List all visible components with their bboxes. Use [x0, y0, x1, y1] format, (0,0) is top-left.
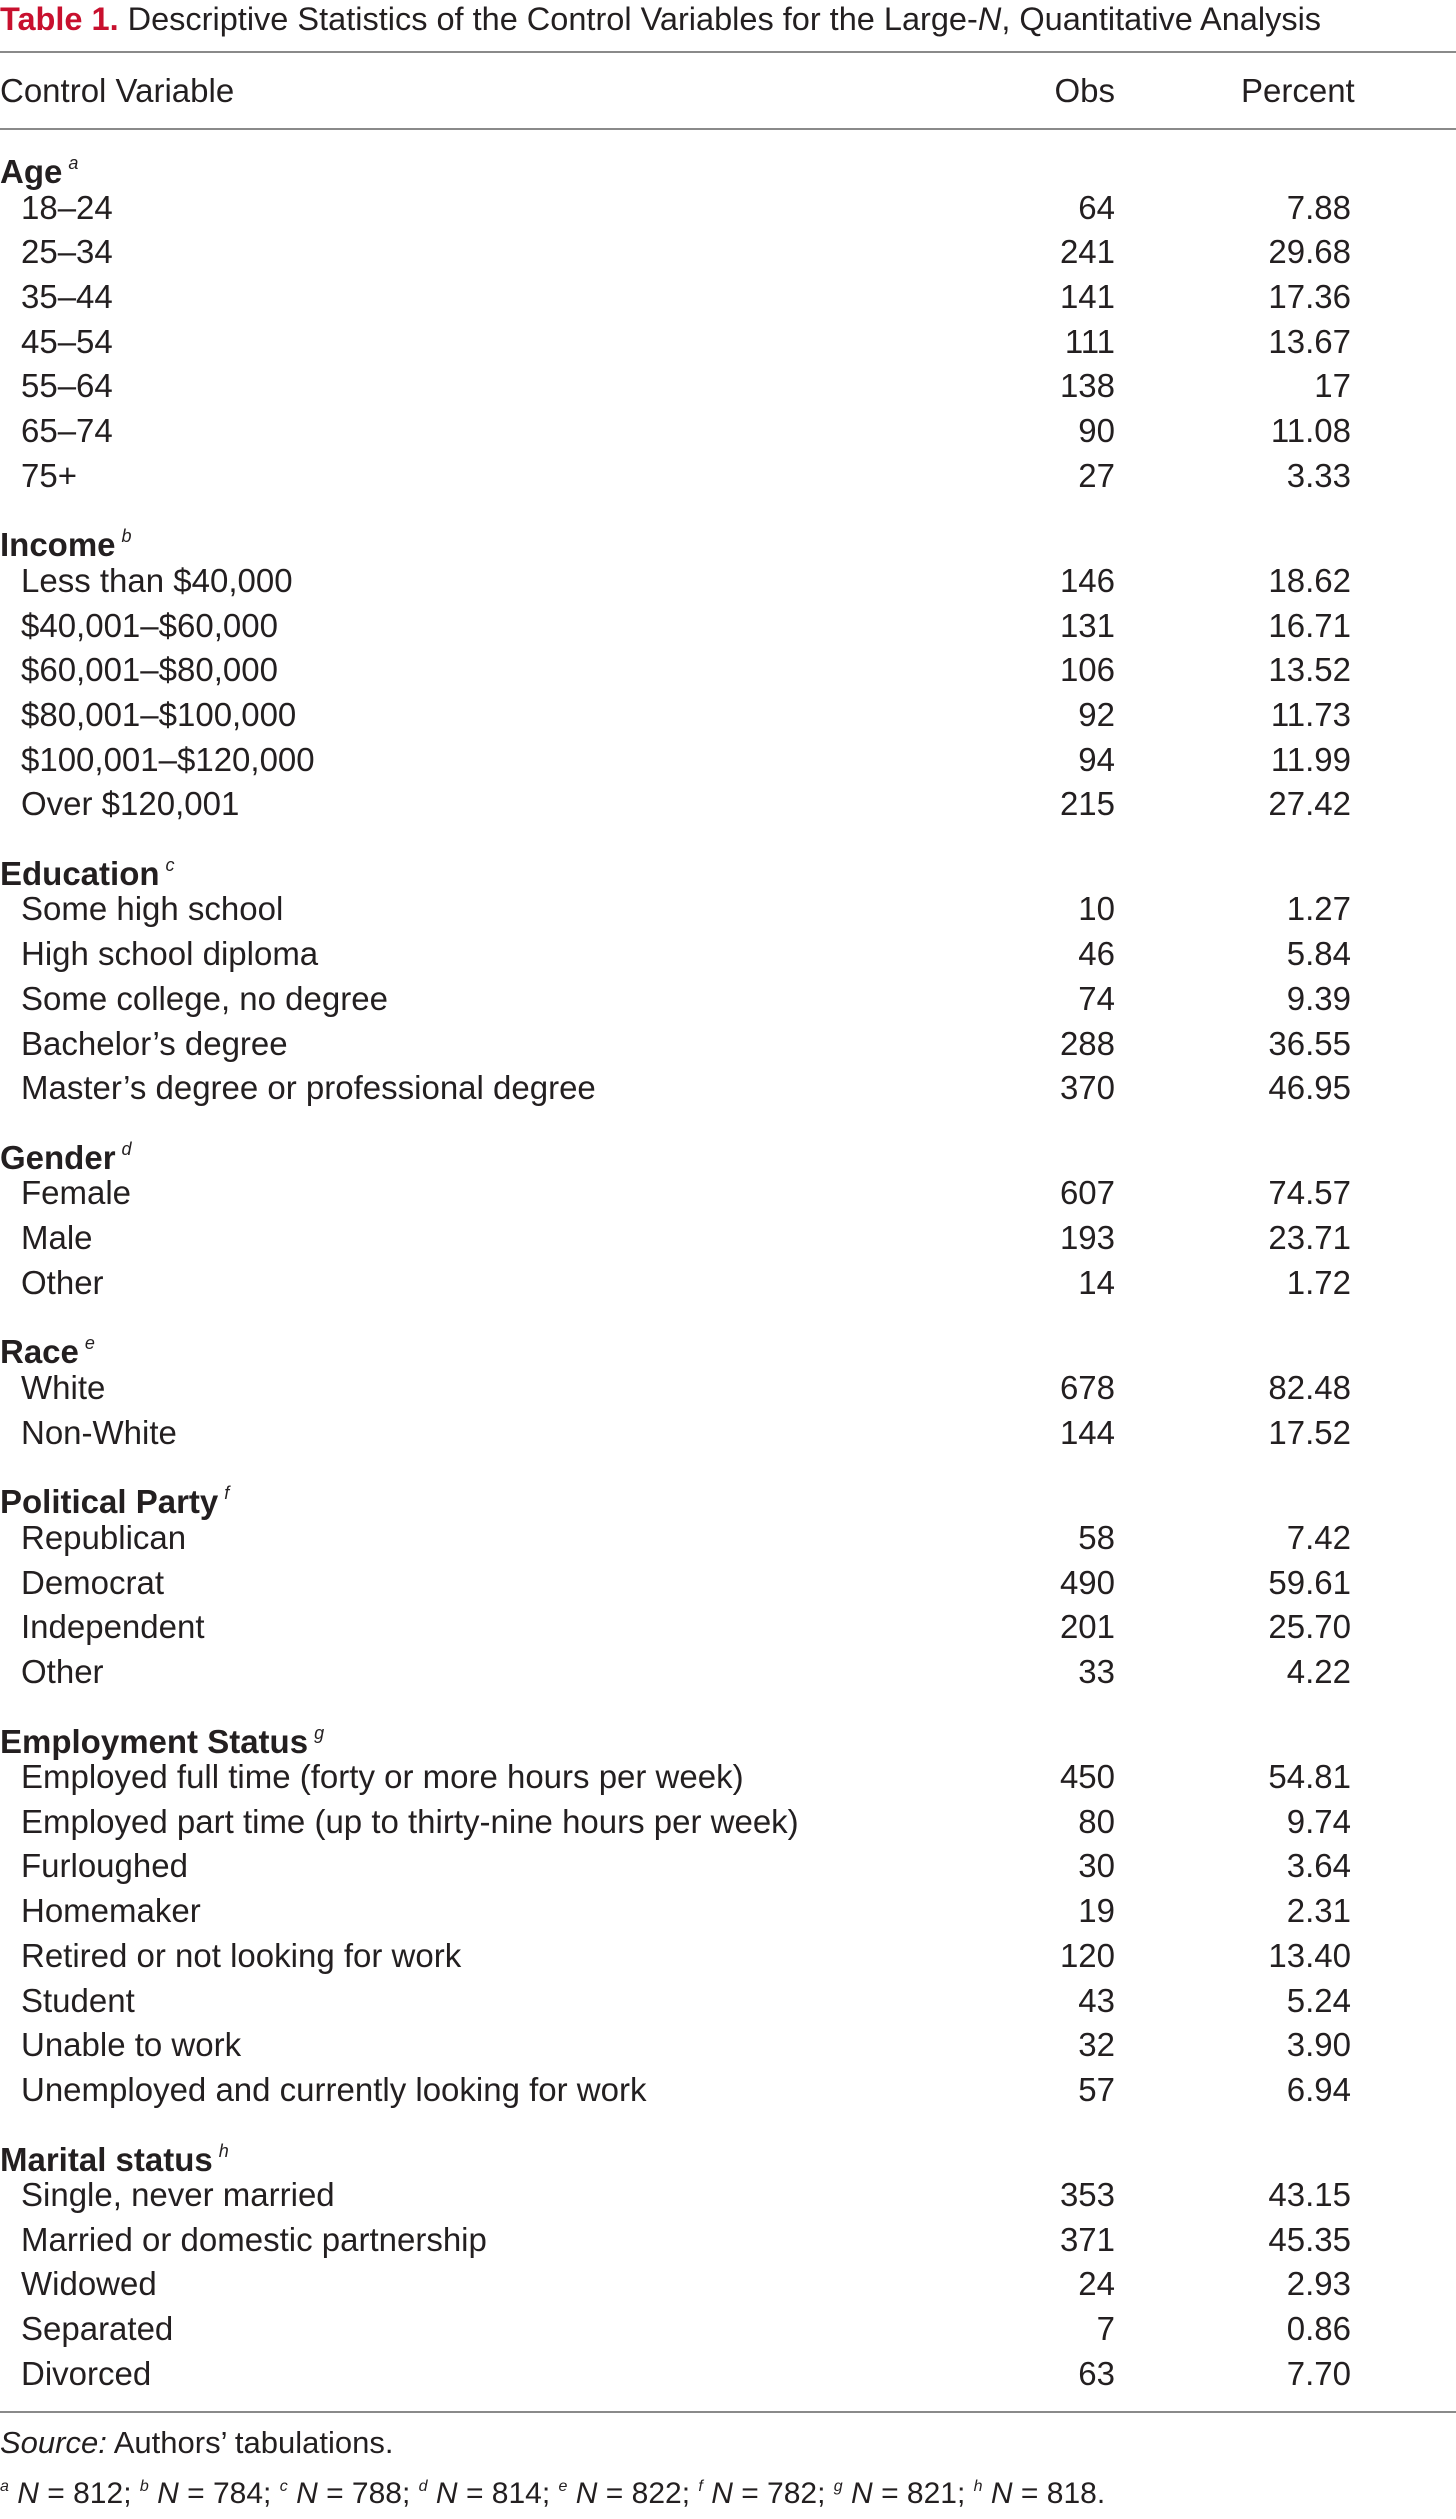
group-note-mark: a — [68, 153, 79, 173]
note-mark: g — [833, 2477, 843, 2495]
table-row — [0, 2352, 1456, 2397]
table-row — [0, 1889, 1456, 1934]
group-spacer — [0, 1111, 1456, 1127]
row-category: Single, never married — [21, 2176, 335, 2214]
table-caption — [0, 0, 1456, 38]
row-category: Divorced — [21, 2354, 152, 2392]
group-heading — [0, 1321, 1456, 1371]
row-percent: 11.08 — [1270, 411, 1351, 449]
row-percent: 23.71 — [1268, 1219, 1351, 1257]
row-category: Unable to work — [21, 2026, 242, 2064]
row-percent: 16.71 — [1268, 606, 1351, 644]
note-n: N — [711, 2476, 733, 2510]
note-n: N — [17, 2476, 39, 2510]
row-obs: 450 — [1059, 1758, 1115, 1796]
row-percent: 7.42 — [1286, 1518, 1351, 1556]
table-row — [0, 1411, 1456, 1456]
row-obs: 111 — [1064, 322, 1115, 360]
row-percent: 3.33 — [1286, 456, 1351, 494]
row-obs: 43 — [1078, 1981, 1115, 2019]
row-obs: 353 — [1059, 2176, 1115, 2214]
note-mark: d — [418, 2477, 428, 2495]
row-obs: 201 — [1059, 1608, 1115, 1646]
row-percent: 82.48 — [1268, 1368, 1351, 1406]
group-note-mark: b — [121, 526, 132, 547]
row-obs: 63 — [1078, 2354, 1115, 2392]
note-mark: h — [973, 2477, 983, 2495]
row-obs: 131 — [1059, 606, 1115, 644]
group-spacer — [0, 498, 1456, 514]
table-row — [0, 2173, 1456, 2218]
row-obs: 90 — [1078, 411, 1115, 449]
table-row — [0, 1934, 1456, 1979]
table-row — [0, 1216, 1456, 1261]
header-control-variable: Control Variable — [0, 71, 235, 109]
note-mark: e — [558, 2477, 568, 2495]
row-percent: 59.61 — [1268, 1563, 1351, 1601]
note-separator: . — [1096, 2476, 1106, 2510]
row-obs: 74 — [1078, 979, 1115, 1017]
table-row — [0, 2307, 1456, 2352]
row-obs: 144 — [1059, 1413, 1115, 1451]
group-heading-label: Age — [0, 153, 63, 190]
group-heading-label: Income — [0, 526, 116, 564]
row-category: Bachelor’s degree — [21, 1024, 288, 1062]
row-percent: 3.64 — [1286, 1847, 1351, 1885]
row-category: $80,001–$100,000 — [21, 695, 297, 733]
table-row — [0, 2023, 1456, 2068]
group-heading-label: Marital status — [0, 2140, 213, 2178]
group-heading-label: Race — [0, 1333, 79, 1371]
row-percent: 36.55 — [1268, 1024, 1351, 1062]
row-obs: 57 — [1078, 2070, 1115, 2108]
row-percent: 74.57 — [1268, 1174, 1351, 1212]
note-separator: ; — [956, 2476, 974, 2510]
group-heading — [0, 1127, 1456, 1176]
note-n: N — [435, 2476, 458, 2510]
source-label: Source: — [0, 2424, 107, 2460]
group-heading-label: Education — [0, 854, 160, 892]
row-obs: 607 — [1059, 1174, 1115, 1212]
row-percent: 25.70 — [1268, 1608, 1351, 1646]
row-percent: 0.86 — [1286, 2310, 1351, 2348]
table-row — [0, 2068, 1456, 2113]
header-obs: Obs — [1054, 71, 1115, 109]
table-row — [0, 230, 1456, 275]
table-row — [0, 1022, 1456, 1067]
caption-text-end: , Quantitative Analysis — [1001, 1, 1322, 37]
source-line — [0, 2421, 1456, 2465]
row-obs: 241 — [1059, 233, 1115, 271]
note-value: = 822 — [605, 2476, 682, 2510]
row-percent: 54.81 — [1268, 1758, 1351, 1796]
caption-label: Table 1. — [0, 1, 119, 37]
header-percent: Percent — [1241, 71, 1355, 109]
note-n: N — [157, 2476, 179, 2510]
note-separator: ; — [123, 2476, 140, 2510]
row-obs: 19 — [1078, 1892, 1115, 1930]
group-heading-label: Employment Status — [0, 1722, 309, 1760]
group-heading — [0, 1711, 1456, 1760]
group-note-mark: h — [218, 2140, 229, 2161]
note-separator: ; — [263, 2476, 280, 2510]
row-category: Homemaker — [21, 1892, 201, 1930]
table-row — [0, 1066, 1456, 1111]
row-obs: 94 — [1078, 740, 1115, 778]
row-obs: 10 — [1078, 890, 1115, 928]
row-obs: 14 — [1078, 1263, 1115, 1301]
row-percent: 11.73 — [1270, 695, 1351, 733]
note-separator: ; — [402, 2476, 419, 2510]
note-value: = 784 — [187, 2476, 264, 2510]
group-heading — [0, 2129, 1456, 2178]
table-row — [0, 186, 1456, 231]
group-spacer — [0, 1455, 1456, 1471]
row-category: $100,001–$120,000 — [21, 740, 315, 778]
table-row — [0, 1800, 1456, 1845]
row-category: Non-White — [21, 1413, 177, 1451]
row-category: Female — [21, 1174, 132, 1212]
row-percent: 11.99 — [1270, 740, 1351, 778]
row-percent: 43.15 — [1268, 2176, 1351, 2214]
row-percent: 9.74 — [1286, 1802, 1351, 1840]
note-mark: b — [139, 2477, 149, 2495]
row-obs: 678 — [1059, 1368, 1115, 1406]
row-obs: 215 — [1059, 785, 1115, 823]
sample-size-notes — [0, 2465, 1456, 2509]
row-obs: 141 — [1059, 277, 1115, 315]
table-row — [0, 1561, 1456, 1606]
row-category: 25–34 — [21, 233, 113, 271]
note-separator: ; — [817, 2476, 834, 2510]
note-value: = 788 — [326, 2476, 402, 2510]
group-heading-label: Political Party — [0, 1483, 219, 1521]
row-percent: 13.40 — [1268, 1936, 1351, 1974]
table-row — [0, 320, 1456, 365]
row-percent: 29.68 — [1268, 233, 1351, 271]
row-category: Master’s degree or professional degree — [21, 1069, 596, 1107]
row-obs: 92 — [1078, 695, 1115, 733]
row-obs: 193 — [1059, 1219, 1115, 1257]
row-category: Unemployed and currently looking for work — [21, 2070, 647, 2108]
table-row — [0, 1979, 1456, 2024]
table-row — [0, 1755, 1456, 1800]
row-category: 18–24 — [21, 188, 113, 226]
row-obs: 80 — [1078, 1802, 1115, 1840]
note-mark: a — [0, 2477, 9, 2495]
group-heading — [0, 1471, 1456, 1521]
row-percent: 27.42 — [1268, 785, 1351, 823]
row-category: Male — [21, 1219, 93, 1257]
row-percent: 6.94 — [1286, 2070, 1351, 2108]
row-category: 45–54 — [21, 322, 113, 360]
row-category: Employed part time (up to thirty-nine hours per week) — [21, 1802, 799, 1840]
caption-text: Descriptive Statistics of the Control Variables for the Large- — [118, 1, 978, 37]
table-row — [0, 1516, 1456, 1561]
group-note-mark: g — [314, 1722, 325, 1743]
row-percent: 18.62 — [1268, 561, 1351, 599]
row-obs: 33 — [1078, 1652, 1115, 1690]
table-row — [0, 1605, 1456, 1650]
row-percent: 46.95 — [1268, 1069, 1351, 1107]
table-row — [0, 648, 1456, 693]
table-footer — [0, 2421, 1456, 2509]
row-category: Independent — [21, 1608, 205, 1646]
row-category: Separated — [21, 2310, 174, 2348]
note-mark: c — [279, 2477, 288, 2495]
row-category: Some college, no degree — [21, 979, 388, 1017]
row-obs: 370 — [1059, 1069, 1115, 1107]
row-category: Other — [21, 1263, 104, 1301]
row-category: $60,001–$80,000 — [21, 651, 278, 689]
row-obs: 30 — [1078, 1847, 1115, 1885]
row-percent: 2.31 — [1286, 1892, 1351, 1930]
table-row — [0, 559, 1456, 604]
row-obs: 146 — [1059, 561, 1115, 599]
row-obs: 371 — [1059, 2220, 1115, 2258]
row-percent: 1.27 — [1286, 890, 1351, 928]
row-percent: 7.70 — [1286, 2354, 1351, 2392]
table-row — [0, 2262, 1456, 2307]
row-obs: 7 — [1096, 2310, 1115, 2348]
table-row — [0, 693, 1456, 738]
row-percent: 17 — [1314, 367, 1351, 405]
row-obs: 138 — [1059, 367, 1115, 405]
row-category: Widowed — [21, 2265, 157, 2303]
group-note-mark: c — [165, 854, 175, 875]
table-row — [0, 2218, 1456, 2263]
table-row — [0, 887, 1456, 932]
row-category: High school diploma — [21, 935, 319, 973]
group-note-mark: f — [224, 1483, 230, 1504]
note-n: N — [575, 2476, 598, 2510]
row-percent: 45.35 — [1268, 2220, 1351, 2258]
note-separator: ; — [541, 2476, 559, 2510]
row-category: Furloughed — [21, 1847, 188, 1885]
row-percent: 2.93 — [1286, 2265, 1351, 2303]
row-category: Student — [21, 1981, 135, 2019]
group-spacer — [0, 827, 1456, 843]
row-obs: 288 — [1059, 1024, 1115, 1062]
note-n: N — [990, 2476, 1013, 2510]
row-obs: 490 — [1059, 1563, 1115, 1601]
row-obs: 64 — [1078, 188, 1115, 226]
row-obs: 58 — [1078, 1518, 1115, 1556]
table-row — [0, 1171, 1456, 1216]
note-n: N — [296, 2476, 318, 2510]
note-value: = 821 — [881, 2476, 957, 2510]
row-obs: 120 — [1059, 1936, 1115, 1974]
row-category: Employed full time (forty or more hours per week) — [21, 1758, 744, 1796]
row-category: Married or domestic partnership — [21, 2220, 487, 2258]
row-obs: 27 — [1078, 456, 1115, 494]
row-obs: 32 — [1078, 2026, 1115, 2064]
table-header — [0, 53, 1456, 128]
group-spacer — [0, 1305, 1456, 1321]
note-value: = 818 — [1020, 2476, 1097, 2510]
table-row — [0, 738, 1456, 783]
row-percent: 4.22 — [1286, 1652, 1351, 1690]
row-category: White — [21, 1368, 106, 1406]
table-row — [0, 409, 1456, 454]
note-separator: ; — [681, 2476, 699, 2510]
row-category: 55–64 — [21, 367, 113, 405]
table-row — [0, 1844, 1456, 1889]
row-category: 35–44 — [21, 277, 113, 315]
note-n: N — [851, 2476, 873, 2510]
row-category: 75+ — [21, 456, 77, 494]
group-heading — [0, 141, 1456, 190]
table-body — [0, 130, 1456, 2411]
row-percent: 17.36 — [1268, 277, 1351, 315]
group-heading-label: Gender — [0, 1138, 116, 1176]
row-percent: 1.72 — [1286, 1263, 1351, 1301]
caption-italic: N — [977, 1, 1002, 37]
note-value: = 814 — [465, 2476, 542, 2510]
group-heading — [0, 514, 1456, 564]
row-percent: 3.90 — [1286, 2026, 1351, 2064]
row-category: Other — [21, 1652, 104, 1690]
group-spacer — [0, 1695, 1456, 1711]
row-category: $40,001–$60,000 — [21, 606, 278, 644]
row-percent: 13.67 — [1268, 322, 1351, 360]
row-percent: 17.52 — [1268, 1413, 1351, 1451]
group-spacer — [0, 2113, 1456, 2129]
table-row — [0, 1261, 1456, 1306]
row-percent: 9.39 — [1286, 979, 1351, 1017]
row-category: Republican — [21, 1518, 187, 1556]
table-row — [0, 977, 1456, 1022]
note-value: = 782 — [741, 2476, 818, 2510]
row-category: Over $120,001 — [21, 785, 240, 823]
group-note-mark: e — [84, 1333, 95, 1354]
table-row — [0, 932, 1456, 977]
table-row — [0, 1366, 1456, 1411]
table-row — [0, 275, 1456, 320]
note-mark: f — [698, 2477, 703, 2495]
table-row — [0, 782, 1456, 827]
group-heading — [0, 843, 1456, 892]
row-percent: 13.52 — [1268, 651, 1351, 689]
bottom-rule — [0, 2411, 1456, 2413]
row-category: Less than $40,000 — [21, 561, 293, 599]
row-category: 65–74 — [21, 411, 113, 449]
table-row — [0, 604, 1456, 649]
row-category: Democrat — [21, 1563, 165, 1601]
table-row — [0, 454, 1456, 499]
table-row — [0, 364, 1456, 409]
note-value: = 812 — [47, 2476, 124, 2510]
row-obs: 24 — [1078, 2265, 1115, 2303]
row-category: Some high school — [21, 890, 284, 928]
row-obs: 46 — [1078, 935, 1115, 973]
row-percent: 7.88 — [1286, 188, 1351, 226]
row-obs: 106 — [1059, 651, 1115, 689]
group-note-mark: d — [121, 1138, 132, 1159]
source-text: Authors’ tabulations. — [106, 2424, 394, 2460]
row-percent: 5.84 — [1286, 935, 1351, 973]
row-category: Retired or not looking for work — [21, 1936, 462, 1974]
table-row — [0, 1650, 1456, 1695]
row-percent: 5.24 — [1286, 1981, 1351, 2019]
